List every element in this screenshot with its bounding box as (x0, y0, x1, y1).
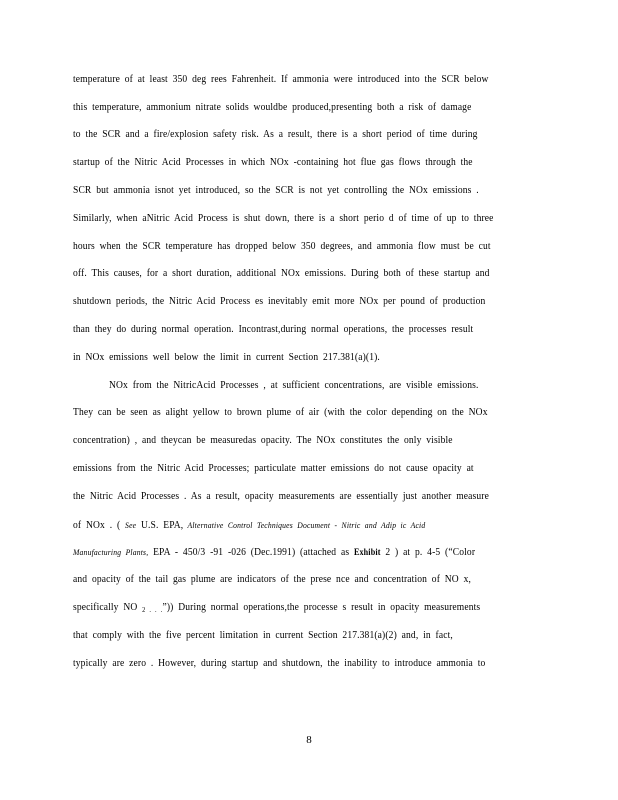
document-title: Alternative Control Techniques Document - Nitric and Adip ic Acid (183, 520, 426, 530)
text-line: temperature of at least 350 deg rees Fahrenheit. If ammonia were introduced into the SCR below (73, 74, 489, 85)
text-line: SCR but ammonia isnot yet introduced, so the SCR is not yet controlling the NOx emissions . (73, 185, 479, 196)
text-line: shutdown periods, the Nitric Acid Process es inevitably emit more NOx per pound of production (73, 296, 486, 307)
exhibit-label: Exhibit (353, 547, 381, 557)
subscript: 2 . . . (142, 606, 163, 614)
text-line: typically are zero . However, during startup and shutdown, the inability to introduce ammonia to (73, 658, 486, 669)
text-line: this temperature, ammonium nitrate solids wouldbe produced,presenting both a risk of damage (73, 102, 472, 113)
text-line: They can be seen as alight yellow to brown plume of air (with the color depending on the NOx (73, 407, 488, 418)
document-title: Manufacturing Plants, (73, 547, 149, 557)
text-line: in NOx emissions well below the limit in current Section 217.381(a)(1). (73, 352, 380, 363)
text-line: concentration) , and theycan be measuredas opacity. The NOx constitutes the only visible (73, 435, 453, 446)
paragraph-first-line: NOx from the NitricAcid Processes , at sufficient concentrations, are visible emissions. (109, 380, 479, 391)
text-line: and opacity of the tail gas plume are indicators of the prese nce and concentration of NO x, (73, 574, 472, 585)
citation-line (73, 518, 496, 533)
text-line: emissions from the Nitric Acid Processes; particulate matter emissions do not cause opacity at (73, 463, 474, 474)
text-segment: of NOx . ( (73, 520, 126, 531)
text-line: the Nitric Acid Processes . As a result, opacity measurements are essentially just another measure (73, 491, 489, 502)
text-line: startup of the Nitric Acid Processes in which NOx -containing hot flue gas flows through the (73, 157, 473, 168)
text-segment: U.S. EPA, (136, 520, 184, 531)
text-segment: specifically NO (73, 602, 143, 613)
text-line: to the SCR and a fire/explosion safety risk. As a result, there is a short period of time during (73, 129, 478, 140)
text-segment: ”)) During normal operations,the processe s result in opacity measurements (162, 602, 481, 613)
text-line: than they do during normal operation. Incontrast,during normal operations, the processes result (73, 324, 474, 335)
text-segment: 2 ) at p. 4-5 (“Color (380, 547, 476, 558)
citation-line (73, 545, 496, 560)
text-segment: EPA - 450/3 -91 -026 (Dec.1991) (attached as (148, 547, 354, 558)
text-line: off. This causes, for a short duration, additional NOx emissions. During both of these startup and (73, 268, 490, 279)
see-signal: See (125, 520, 137, 530)
page-number: 8 (306, 734, 312, 746)
text-line (73, 601, 496, 617)
text-line: that comply with the five percent limitation in current Section 217.381(a)(2) and, in fact, (73, 630, 453, 641)
text-line: hours when the SCR temperature has dropped below 350 degrees, and ammonia flow must be cut (73, 241, 491, 252)
text-line: Similarly, when aNitric Acid Process is shut down, there is a short perio d of time of up to three (73, 213, 494, 224)
